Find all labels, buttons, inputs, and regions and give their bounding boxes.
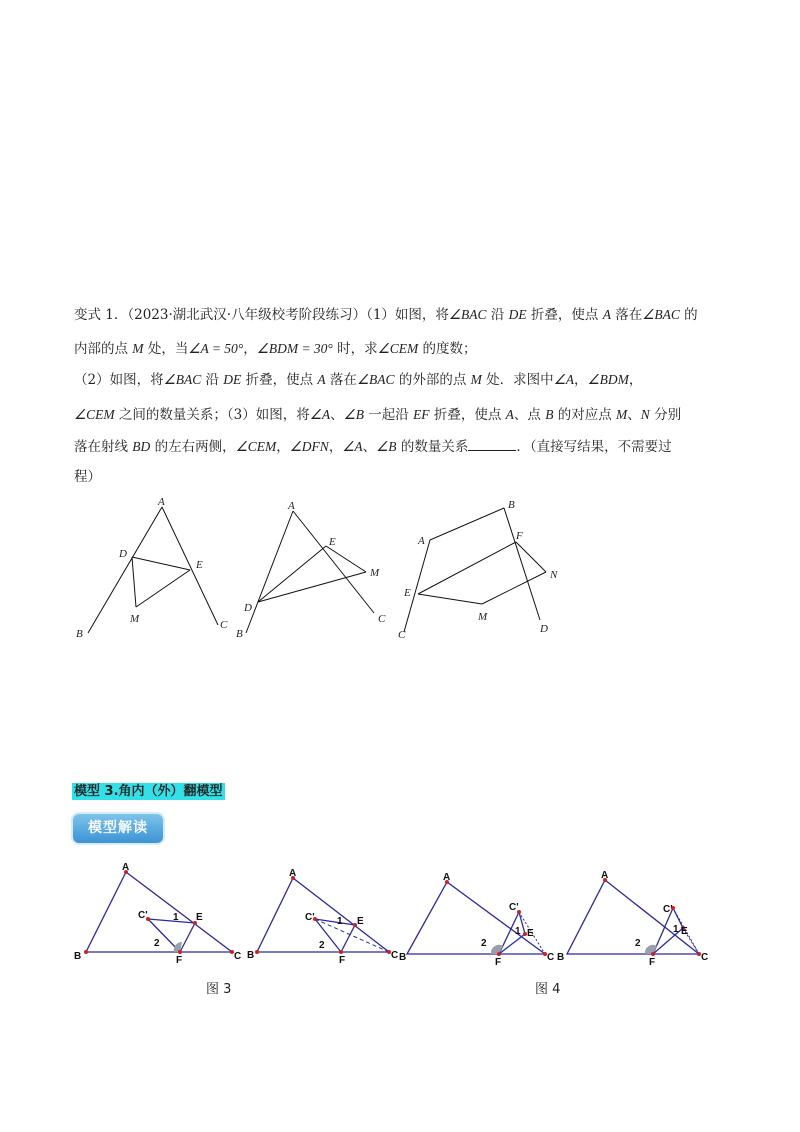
text: 处，当 bbox=[143, 341, 189, 357]
label-C: C bbox=[391, 950, 399, 961]
text: 一起沿 bbox=[363, 407, 414, 423]
text: 内部的点 bbox=[74, 341, 133, 357]
text: ， bbox=[328, 439, 343, 455]
math-angle: ∠A bbox=[342, 439, 363, 454]
label-M: M bbox=[370, 567, 380, 579]
problem-line-1 bbox=[74, 305, 698, 325]
label-D: D bbox=[540, 623, 548, 635]
label-B: B bbox=[74, 951, 82, 962]
label-E: E bbox=[681, 926, 688, 937]
math-segment: DE bbox=[508, 307, 527, 322]
text: ， bbox=[574, 372, 588, 388]
label-C-prime: C' bbox=[138, 910, 148, 921]
label-1: 1 bbox=[337, 916, 343, 927]
math-point: N bbox=[640, 407, 650, 422]
figure-1 bbox=[70, 495, 240, 645]
math-point: A bbox=[505, 407, 514, 422]
math-angle: ∠BAC bbox=[642, 307, 680, 322]
problem-line-4 bbox=[74, 405, 681, 425]
label-B: B bbox=[236, 628, 243, 640]
text: 落在 bbox=[610, 307, 643, 323]
text: 折叠，使点 bbox=[241, 372, 318, 388]
math-ray: BD bbox=[132, 439, 151, 454]
figure-2 bbox=[228, 495, 398, 645]
label-C: C bbox=[398, 629, 406, 641]
caption-figure-4: 图 4 bbox=[535, 982, 561, 997]
problem-line-6: 程） bbox=[74, 469, 101, 485]
answer-blank[interactable] bbox=[468, 438, 516, 451]
model-figure-2 bbox=[245, 862, 415, 967]
label-B: B bbox=[76, 628, 83, 640]
label-A: A bbox=[601, 870, 609, 881]
label-B: B bbox=[508, 499, 515, 511]
label-1: 1 bbox=[515, 926, 521, 937]
label-B: B bbox=[247, 950, 255, 961]
text: 之间的数量关系；（3）如图，将 bbox=[114, 407, 310, 423]
label-F: F bbox=[339, 955, 346, 966]
label-2: 2 bbox=[319, 940, 325, 951]
label-2: 2 bbox=[635, 938, 641, 949]
text: 沿 bbox=[201, 372, 224, 388]
math-angle: ∠A bbox=[553, 372, 575, 387]
math-point: M bbox=[470, 372, 482, 387]
label-M: M bbox=[130, 613, 140, 625]
text: ， bbox=[276, 439, 290, 455]
text: 、 bbox=[330, 407, 344, 423]
text: 落在 bbox=[325, 372, 357, 388]
problem-line-2 bbox=[74, 339, 477, 359]
text: 分别 bbox=[649, 407, 682, 423]
text: （2）如图，将 bbox=[74, 372, 164, 388]
text: 的左右两侧， bbox=[150, 439, 236, 455]
model-figure-3 bbox=[395, 862, 560, 967]
label-F: F bbox=[649, 957, 656, 967]
math-angle: ∠B bbox=[343, 407, 364, 422]
label-D: D bbox=[244, 602, 252, 614]
label-E: E bbox=[357, 916, 364, 927]
label-C-prime: C' bbox=[305, 912, 315, 923]
math-equation: ∠A = 50° bbox=[188, 341, 244, 356]
math-angle: ∠BAC bbox=[163, 372, 202, 387]
math-point: A bbox=[602, 307, 611, 322]
label-A: A bbox=[288, 500, 295, 512]
math-angle: ∠B bbox=[376, 439, 397, 454]
label-2: 2 bbox=[481, 938, 487, 949]
label-E: E bbox=[329, 536, 336, 548]
text: 的对应点 bbox=[553, 407, 617, 423]
math-angle: ∠DFN bbox=[289, 439, 329, 454]
math-angle: ∠BAC bbox=[356, 372, 395, 387]
text: 的数量关系 bbox=[396, 439, 469, 455]
math-equation: ∠BDM = 30° bbox=[256, 341, 333, 356]
label-C-prime: C' bbox=[663, 904, 673, 915]
text: 折叠，使点 bbox=[429, 407, 506, 423]
label-C: C bbox=[220, 619, 228, 631]
label-E: E bbox=[196, 559, 203, 571]
caption-figure-3: 图 3 bbox=[206, 982, 232, 997]
label-A: A bbox=[122, 862, 130, 873]
math-angle: ∠BDM bbox=[587, 372, 629, 387]
problem-line-3 bbox=[74, 370, 642, 390]
text: 的 bbox=[679, 307, 698, 323]
text: 时，求 bbox=[332, 341, 378, 357]
label-N: N bbox=[550, 569, 558, 581]
label-C: C bbox=[234, 951, 242, 962]
math-point: M bbox=[132, 341, 144, 356]
label-F: F bbox=[516, 530, 523, 542]
text: ， bbox=[243, 341, 257, 357]
label-E: E bbox=[404, 587, 411, 599]
label-2: 2 bbox=[154, 938, 160, 949]
problem-line-5 bbox=[74, 437, 672, 457]
figure-3 bbox=[392, 492, 572, 642]
label-D: D bbox=[119, 548, 127, 560]
model-figure-4 bbox=[555, 862, 720, 967]
section-heading-text: 模型 3.角内（外）翻模型 bbox=[74, 784, 223, 799]
text: 、 bbox=[362, 439, 377, 455]
problem-intro: 变式 1．（2023·湖北武汉·八年级校考阶段练习）（1）如图，将 bbox=[74, 307, 449, 323]
label-E: E bbox=[527, 928, 534, 939]
label-C: C bbox=[547, 952, 555, 963]
label-C-prime: C' bbox=[509, 902, 519, 913]
label-M: M bbox=[478, 611, 488, 623]
math-angle: ∠CEM bbox=[377, 341, 419, 356]
math-segment: EF bbox=[413, 407, 430, 422]
section-heading bbox=[72, 780, 225, 799]
label-C: C bbox=[378, 613, 386, 625]
label-F: F bbox=[495, 957, 502, 967]
text: 处．求图中 bbox=[481, 372, 554, 388]
model-interpretation-badge: 模型解读 bbox=[73, 814, 163, 843]
label-A: A bbox=[443, 872, 451, 883]
label-A: A bbox=[158, 496, 165, 508]
label-B: B bbox=[557, 952, 565, 963]
label-B: B bbox=[399, 952, 407, 963]
math-angle: ∠A bbox=[309, 407, 331, 422]
text: 的度数； bbox=[418, 341, 477, 357]
label-F: F bbox=[176, 955, 183, 966]
text: ， bbox=[628, 372, 643, 388]
text: 的外部的点 bbox=[394, 372, 471, 388]
text: 、 bbox=[627, 407, 641, 423]
text: 落在射线 bbox=[74, 439, 133, 455]
label-1: 1 bbox=[173, 912, 179, 923]
math-point: M bbox=[616, 407, 628, 422]
label-1: 1 bbox=[673, 924, 679, 935]
label-E: E bbox=[196, 912, 203, 923]
label-A: A bbox=[289, 868, 297, 879]
label-A: A bbox=[418, 535, 425, 547]
text: 沿 bbox=[486, 307, 509, 323]
text: 、点 bbox=[513, 407, 546, 423]
label-C: C bbox=[701, 952, 709, 963]
text: 折叠，使点 bbox=[526, 307, 603, 323]
math-angle: ∠CEM bbox=[74, 407, 115, 422]
model-figure-1 bbox=[70, 862, 245, 967]
text: ．（直接写结果，不需要过 bbox=[516, 439, 672, 455]
math-angle: ∠BAC bbox=[448, 307, 487, 322]
math-angle: ∠CEM bbox=[235, 439, 277, 454]
math-point: A bbox=[317, 372, 326, 387]
math-segment: DE bbox=[223, 372, 242, 387]
math-point: B bbox=[545, 407, 554, 422]
